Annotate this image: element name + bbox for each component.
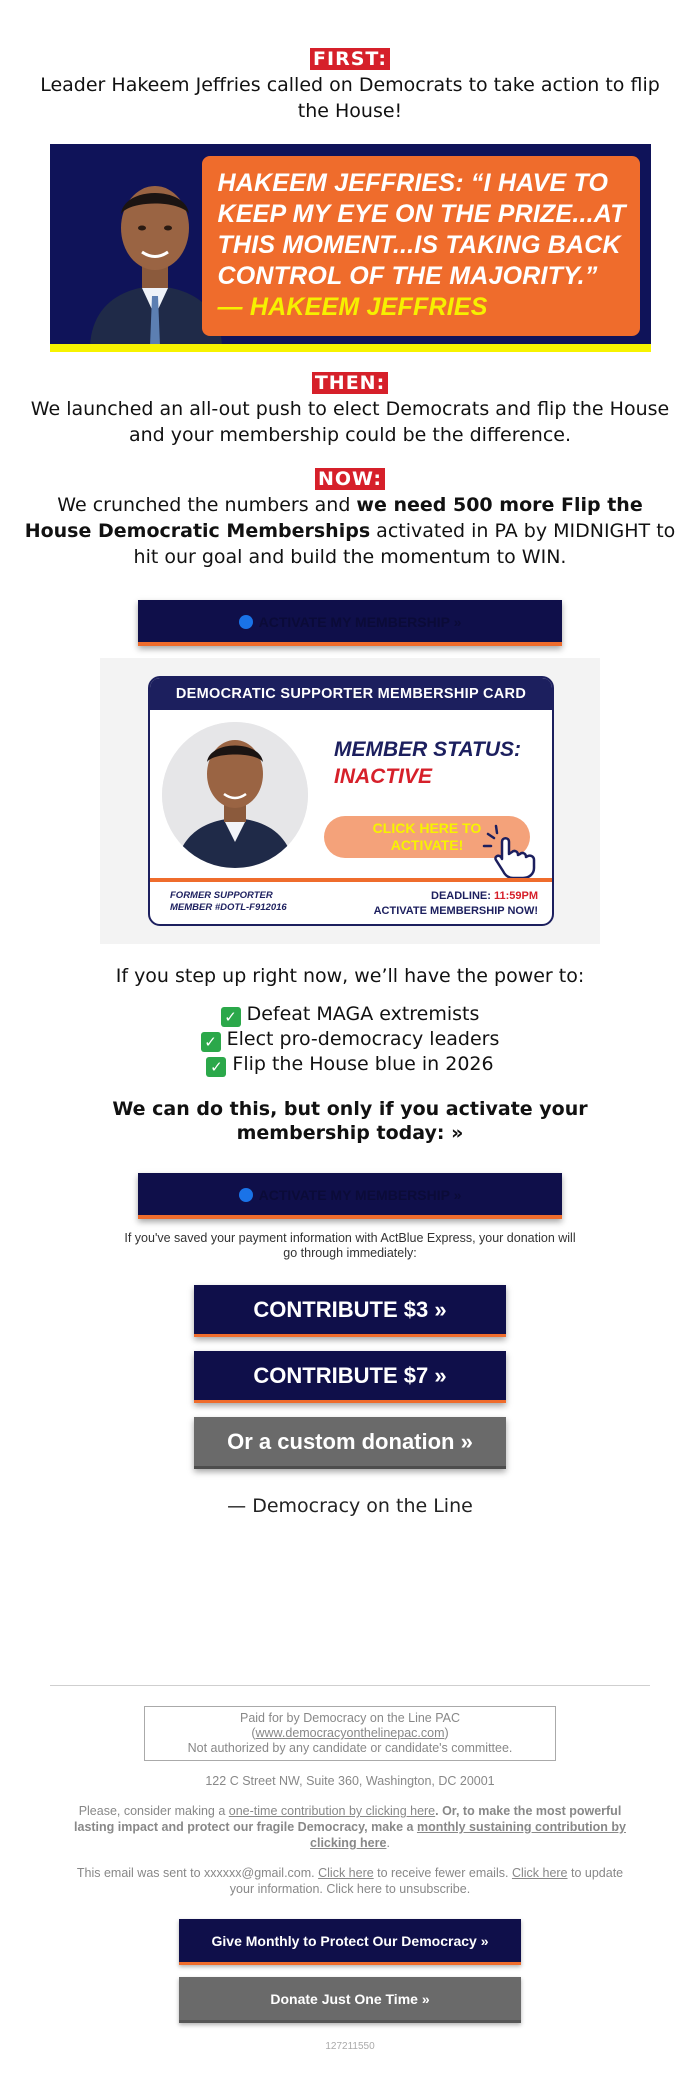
footer-divider [50,1685,650,1686]
now-text [24,492,676,570]
email-code: 127211550 [325,2041,375,2052]
check-icon: ✓ [201,1032,221,1052]
member-status-label: MEMBER STATUS: [334,738,522,761]
now-text-b: activated in PA by MIDNIGHT to hit our goal and build the momentum to WIN. [133,520,676,568]
check-icon: ✓ [206,1057,226,1077]
pac-website-link[interactable]: www.democracyonthelinepac.com [255,1726,445,1740]
blue-circle-icon [239,615,253,629]
goal-item [0,1027,700,1052]
card-avatar [162,722,308,868]
former-line-2: MEMBER #DOTL-F912016 [170,902,287,913]
pill-line-2: ACTIVATE! [390,837,464,853]
then-text: We launched an all-out push to elect Democrats and flip the House and your membership could be the difference. [30,398,670,446]
pointing-hand-icon [480,824,540,880]
consider-b: . Or, to make the most powerful lasting impact and protect our fragile Democracy, make a [74,1804,622,1834]
first-section [0,0,700,124]
fewer-emails-link[interactable]: Click here [318,1866,374,1880]
then-section [0,372,700,448]
hero-banner[interactable] [50,144,651,352]
not-authorized-text: Not authorized by any candidate or candidate's committee. [187,1741,513,1755]
card-orange-bar [150,878,552,882]
membership-card [148,676,554,926]
monthly-contribution-link[interactable]: monthly sustaining contribution by clicking here [310,1820,626,1850]
deadline-label: DEADLINE: [431,890,494,902]
quote-attribution: — HAKEEM JEFFRIES [217,293,488,321]
footer-consider-text [70,1803,630,1851]
deadline-time: 11:59PM [493,890,538,902]
goal-item [0,1052,700,1077]
give-monthly-button[interactable]: Give Monthly to Protect Our Democracy » [179,1919,521,1965]
consider-a: Please, consider making a [78,1804,229,1818]
custom-donation-button[interactable]: Or a custom donation » [194,1417,506,1469]
hero-yellow-bar [50,344,651,352]
activate-now-text: ACTIVATE MEMBERSHIP NOW! [373,905,538,917]
then-tag: THEN: [312,372,388,394]
consider-end: . [386,1836,390,1850]
now-tag: NOW: [315,468,385,490]
card-avatar-photo [162,722,308,868]
paid-for-by-box [144,1706,556,1761]
paid-by-link-row: (www.democracyonthelinepac.com) [251,1726,449,1740]
email-a: This email was sent to xxxxxx@gmail.com. [76,1866,319,1880]
check-icon: ✓ [221,1007,241,1027]
now-text-a: We crunched the numbers and [57,494,357,516]
card-deadline [374,889,538,919]
donate-once-button[interactable]: Donate Just One Time » [179,1977,521,2023]
paid-by-text: Paid for by Democracy on the Line PAC [239,1711,460,1725]
update-info-link[interactable]: Click here [511,1866,568,1880]
quote-line-4: CONTROL OF THE MAJORITY.” [217,262,598,290]
member-status-value: INACTIVE [334,765,433,788]
deadline-row [374,889,538,904]
activate-label: ACTIVATE MY MEMBERSHIP » [258,1187,462,1203]
former-member-text [170,890,287,914]
contribute-7-button[interactable]: CONTRIBUTE $7 » [194,1351,506,1403]
blue-circle-icon [239,1188,253,1202]
pill-line-1: CLICK HERE TO [372,820,482,836]
footer-email-text [70,1865,630,1897]
quote-line-2: KEEP MY EYE ON THE PRIZE...AT [217,200,626,228]
power-text: If you step up right now, we’ll have the power to: [115,965,585,987]
activate-membership-button-2[interactable] [138,1173,562,1219]
contribute-3-button[interactable]: CONTRIBUTE $3 » [194,1285,506,1337]
first-tag: FIRST: [310,48,390,70]
quote-line-1: HAKEEM JEFFRIES: “I HAVE TO [217,169,609,197]
one-time-contribution-link[interactable]: one-time contribution by clicking here [228,1804,436,1818]
card-header: DEMOCRATIC SUPPORTER MEMBERSHIP CARD [150,678,552,710]
quote-box [202,156,640,336]
activate-label: ACTIVATE MY MEMBERSHIP » [258,614,462,630]
footer-address: 122 C Street NW, Suite 360, Washington, DC 20001 [205,1774,495,1788]
quote-line-3: THIS MOMENT...IS TAKING BACK [217,231,621,259]
email-c: to update your information. Click here to unsubscribe. [229,1866,624,1896]
goal-text: Defeat MAGA extremists [246,1003,480,1025]
now-section [0,468,700,570]
goal-item [0,1002,700,1027]
activate-membership-button[interactable] [138,600,562,646]
actblue-note: If you've saved your payment information with ActBlue Express, your donation will go through immediately: [124,1231,576,1260]
goal-text: Elect pro-democracy leaders [226,1028,500,1050]
email-b: to receive fewer emails. [373,1866,512,1880]
goals-list [0,1002,700,1077]
first-text: Leader Hakeem Jeffries called on Democrats to take action to flip the House! [40,74,660,122]
membership-card-image[interactable] [100,658,600,944]
cta-text: We can do this, but only if you activate your membership today: » [112,1098,588,1144]
signature: — Democracy on the Line [227,1495,473,1517]
goal-text: Flip the House blue in 2026 [232,1053,494,1075]
now-text-bold: we need 500 more Flip the House Democratic Memberships [24,494,643,542]
former-line-1: FORMER SUPPORTER [170,890,273,901]
